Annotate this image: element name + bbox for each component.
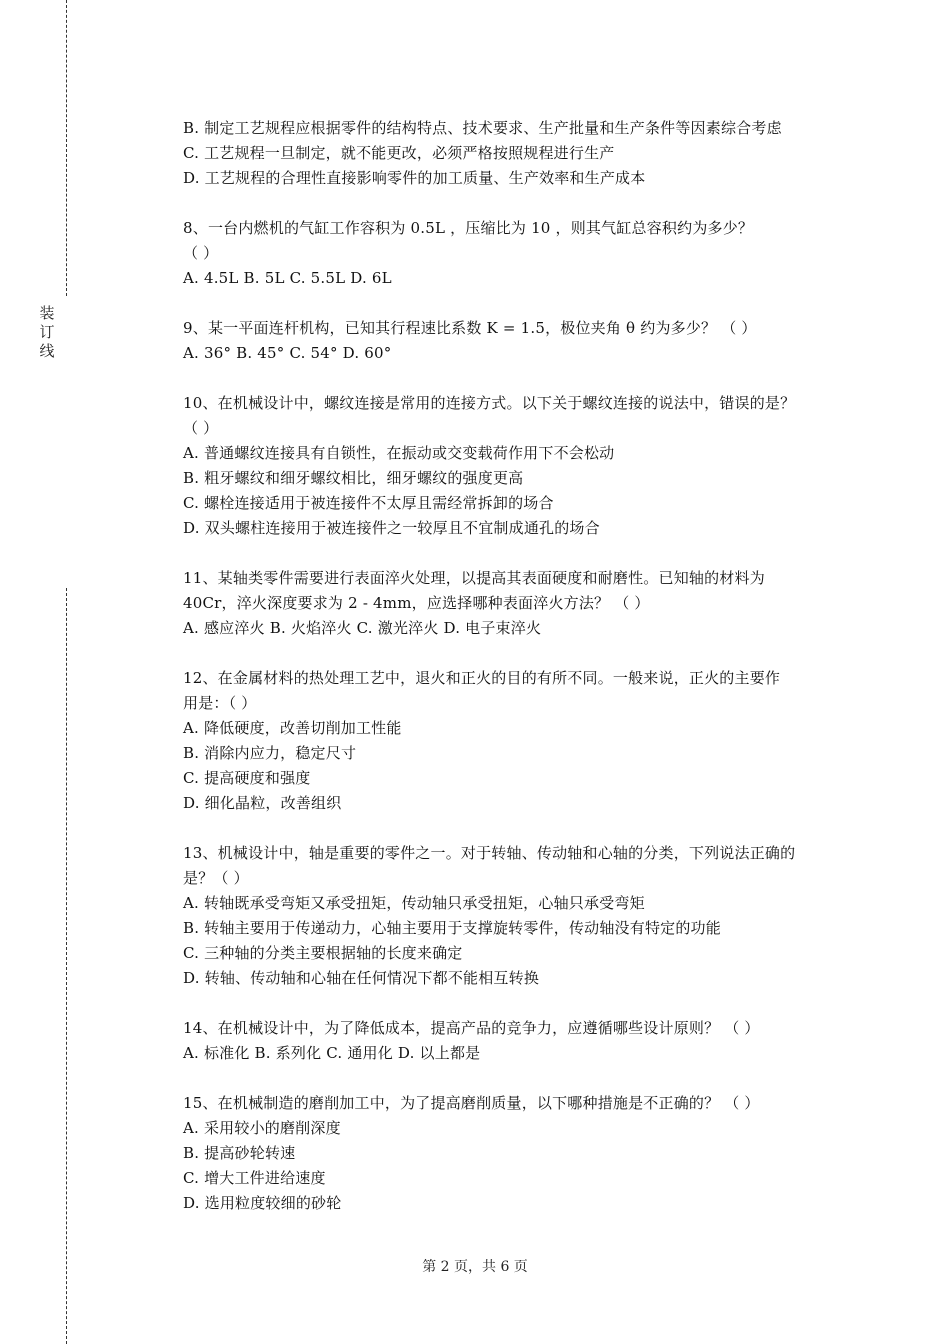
question-stem: 用是：（ ） — [183, 694, 257, 712]
binding-dashed-line-top — [66, 0, 67, 296]
question-8 — [183, 216, 863, 291]
question-10 — [183, 391, 863, 541]
binding-char: 线 — [39, 342, 55, 360]
option-line: B. 转轴主要用于传递动力，心轴主要用于支撑旋转零件，传动轴没有特定的功能 — [183, 919, 721, 937]
question-stem: 10、在机械设计中，螺纹连接是常用的连接方式。以下关于螺纹连接的说法中，错误的是？ — [183, 394, 796, 412]
option-line: C. 增大工件进给速度 — [183, 1169, 326, 1187]
question-stem: （ ） — [183, 244, 219, 262]
option-line: C. 螺栓连接适用于被连接件不太厚且需经常拆卸的场合 — [183, 494, 554, 512]
question-stem: 9、某一平面连杆机构，已知其行程速比系数 K = 1.5，极位夹角 θ 约为多少？ （ ） — [183, 319, 757, 337]
option-line: C. 三种轴的分类主要根据轴的长度来确定 — [183, 944, 463, 962]
option-line: B. 粗牙螺纹和细牙螺纹相比，细牙螺纹的强度更高 — [183, 469, 524, 487]
question-stem: 8、一台内燃机的气缸工作容积为 0.5L ，压缩比为 10 ，则其气缸总容积约为多少？ — [183, 219, 754, 237]
option-line: A. 降低硬度，改善切削加工性能 — [183, 719, 402, 737]
question-stem: （ ） — [183, 419, 219, 437]
option-line: B. 提高砂轮转速 — [183, 1144, 296, 1162]
question-list — [183, 116, 863, 1216]
option-line: D. 双头螺柱连接用于被连接件之一较厚且不宜制成通孔的场合 — [183, 519, 600, 537]
question-stem: 13、机械设计中，轴是重要的零件之一。对于转轴、传动轴和心轴的分类，下列说法正确的 — [183, 844, 796, 862]
binding-label — [38, 304, 56, 361]
option-line: A. 4.5L B. 5L C. 5.5L D. 6L — [183, 269, 392, 287]
option-line: C. 工艺规程一旦制定，就不能更改，必须严格按照规程进行生产 — [183, 144, 615, 162]
question-11 — [183, 566, 863, 641]
question-12 — [183, 666, 863, 816]
question-13 — [183, 841, 863, 991]
option-line: D. 选用粒度较细的砂轮 — [183, 1194, 342, 1212]
option-line: A. 感应淬火 B. 火焰淬火 C. 激光淬火 D. 电子束淬火 — [183, 619, 542, 637]
question-stem: 14、在机械设计中，为了降低成本，提高产品的竞争力，应遵循哪些设计原则？ （ ） — [183, 1019, 760, 1037]
question-14 — [183, 1016, 863, 1066]
continued-options — [183, 116, 863, 191]
option-line: D. 转轴、传动轴和心轴在任何情况下都不能相互转换 — [183, 969, 540, 987]
binding-char: 订 — [39, 323, 55, 341]
option-line: A. 普通螺纹连接具有自锁性，在振动或交变载荷作用下不会松动 — [183, 444, 615, 462]
option-line: A. 标准化 B. 系列化 C. 通用化 D. 以上都是 — [183, 1044, 481, 1062]
option-line: D. 细化晶粒，改善组织 — [183, 794, 342, 812]
option-line: A. 36° B. 45° C. 54° D. 60° — [183, 344, 392, 362]
binding-char: 装 — [39, 304, 55, 322]
question-stem: 12、在金属材料的热处理工艺中，退火和正火的目的有所不同。一般来说，正火的主要作 — [183, 669, 781, 687]
option-line: C. 提高硬度和强度 — [183, 769, 311, 787]
option-line: A. 转轴既承受弯矩又承受扭矩，传动轴只承受扭矩，心轴只承受弯矩 — [183, 894, 645, 912]
page-number: 第 2 页，共 6 页 — [422, 1259, 528, 1275]
question-9 — [183, 316, 863, 366]
question-stem: 40Cr，淬火深度要求为 2 - 4mm，应选择哪种表面淬火方法？ （ ） — [183, 594, 650, 612]
question-15 — [183, 1091, 863, 1216]
option-line: D. 工艺规程的合理性直接影响零件的加工质量、生产效率和生产成本 — [183, 169, 646, 187]
question-stem: 11、某轴类零件需要进行表面淬火处理，以提高其表面硬度和耐磨性。已知轴的材料为 — [183, 569, 765, 587]
question-stem: 15、在机械制造的磨削加工中，为了提高磨削质量，以下哪种措施是不正确的？ （ ） — [183, 1094, 760, 1112]
option-line: B. 消除内应力，稳定尺寸 — [183, 744, 357, 762]
binding-dashed-line-bottom — [66, 588, 67, 1344]
option-line: A. 采用较小的磨削深度 — [183, 1119, 341, 1137]
option-line: B. 制定工艺规程应根据零件的结构特点、技术要求、生产批量和生产条件等因素综合考虑 — [183, 119, 782, 137]
question-stem: 是？（ ） — [183, 869, 249, 887]
